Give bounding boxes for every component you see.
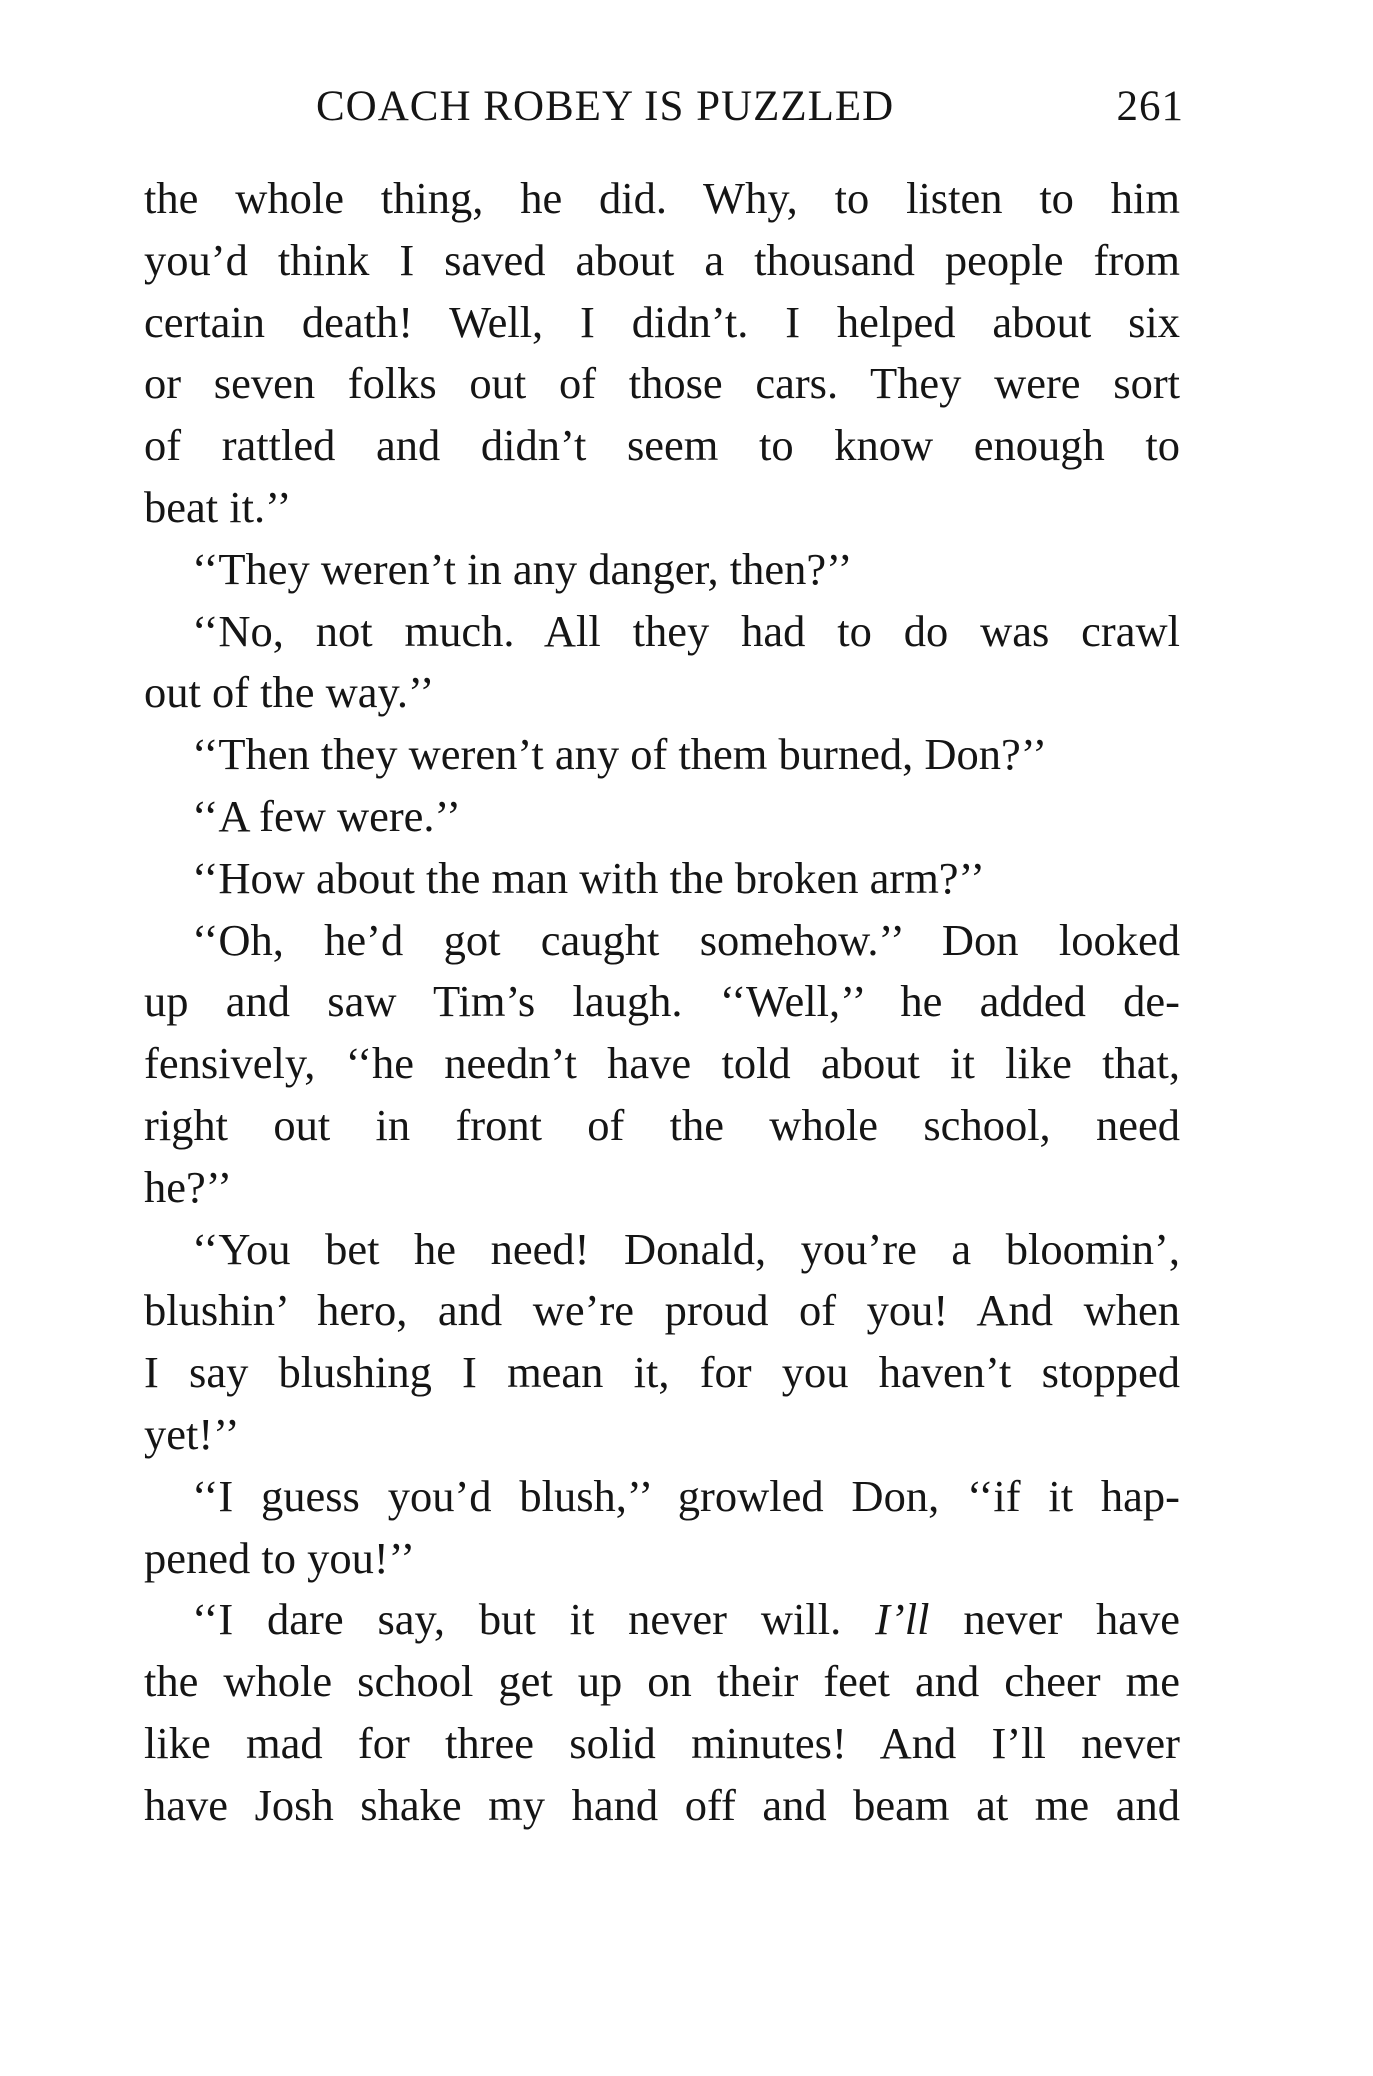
text-line: you’d think I saved about a thousand people from <box>144 234 1180 285</box>
text-line: ‘‘You bet he need! Donald, you’re a bloomin’, <box>192 1223 1180 1274</box>
text-line: of rattled and didn’t seem to know enough to <box>144 420 1180 471</box>
text-line: out of the way.’’ <box>144 667 435 718</box>
text-line: fensively, ‘‘he needn’t have told about it like that, <box>144 1038 1180 1089</box>
text-line: ‘‘They weren’t in any danger, then?’’ <box>192 543 853 594</box>
running-head-title: COACH ROBEY IS PUZZLED <box>316 83 895 130</box>
text-line: or seven folks out of those cars. They were sort <box>144 358 1180 409</box>
text-line: he?’’ <box>144 1161 233 1212</box>
text-line: ‘‘I guess you’d blush,’’ growled Don, ‘‘if it hap- <box>192 1470 1180 1521</box>
text-line: certain death! Well, I didn’t. I helped about six <box>144 296 1180 347</box>
text-segment: never have <box>929 1594 1180 1645</box>
text-line: yet!’’ <box>144 1408 240 1459</box>
text-line: like mad for three solid minutes! And I’ll never <box>144 1717 1180 1768</box>
text-line: beat it.’’ <box>144 481 292 532</box>
text-line: the whole school get up on their feet and cheer me <box>144 1656 1180 1707</box>
text-line: pened to you!’’ <box>144 1532 416 1583</box>
italic-word: I’ll <box>875 1594 930 1645</box>
text-line: have Josh shake my hand off and beam at me and <box>144 1779 1180 1830</box>
running-head <box>316 82 1184 142</box>
page-number: 261 <box>1116 83 1184 130</box>
text-line: ‘‘Then they weren’t any of them burned, Don?’’ <box>192 729 1048 780</box>
text-line: right out in front of the whole school, need <box>144 1099 1180 1150</box>
text-line: up and saw Tim’s laugh. ‘‘Well,’’ he added de- <box>144 976 1180 1027</box>
text-line: ‘‘Oh, he’d got caught somehow.’’ Don looked <box>192 914 1180 965</box>
text-line-with-italic <box>144 1589 1180 1651</box>
text-line: ‘‘How about the man with the broken arm?’’ <box>192 852 985 903</box>
text-segment: ‘‘I dare say, but it never will. <box>192 1594 876 1645</box>
text-line: blushin’ hero, and we’re proud of you! And when <box>144 1285 1180 1336</box>
text-line: I say blushing I mean it, for you haven’t stopped <box>144 1347 1180 1398</box>
text-line: the whole thing, he did. Why, to listen to him <box>144 173 1180 223</box>
body-text <box>144 168 1180 1837</box>
text-line: ‘‘No, not much. All they had to do was crawl <box>192 605 1180 656</box>
text-line: ‘‘A few were.’’ <box>192 790 461 841</box>
